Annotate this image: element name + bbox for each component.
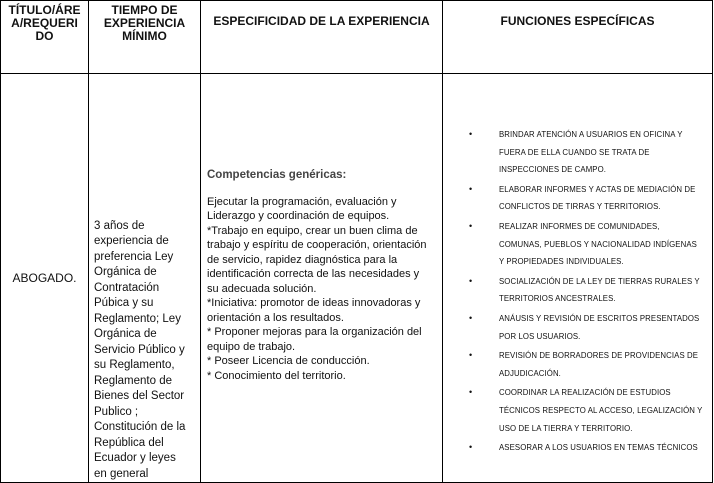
tiempo-line: Reglamento; Ley (94, 312, 181, 325)
especificidad-line: * Proponer mejoras para la organización del (207, 326, 422, 338)
especificidad-line: Liderazgo y coordinación de equipos. (207, 210, 390, 222)
especificidad-line: equipo de trabajo. (207, 340, 296, 353)
funcion-line: REALIZAR INFORMES DE COMUNIDADES, (499, 221, 660, 231)
cell-tiempo (89, 74, 201, 483)
header-titulo-line: TÍTULO/ÁRE (8, 3, 81, 17)
header-tiempo-line: EXPERIENCIA (103, 16, 186, 30)
funcion-line: SOCIALIZACIÓN DE LA LEY DE TIERRAS RURALES Y (499, 276, 700, 286)
funcion-line: CONFLICTOS DE TIRRAS Y TERRITORIOS. (499, 202, 661, 212)
especificidad-line: * Poseer Licencia de conducción. (207, 355, 370, 367)
header-titulo (1, 1, 89, 74)
especificidad-line: *Iniciativa: promotor de ideas innovadoras y (207, 297, 421, 309)
tiempo-line: Orgánica de (94, 266, 157, 278)
especificidad-line: de servicio, rapidez diagnóstica para la (207, 253, 398, 266)
tiempo-line: Servicio Público y (94, 343, 185, 356)
bullet-icon: • (469, 183, 473, 194)
bullet-icon: • (469, 442, 473, 453)
list-item (443, 347, 712, 382)
funcion-line: TERRITORIOS ANCESTRALES. (499, 294, 616, 304)
tiempo-line: en general (94, 467, 149, 480)
funcion-line: USO DE LA TIERRA Y TERRITORIO. (499, 423, 633, 433)
funcion-line: Y PROPIEDADES INDIVIDUALES. (499, 257, 624, 267)
tiempo-line: Bienes del Sector (94, 390, 185, 402)
funcion-line: COMUNAS, PUEBLOS Y NACIONALIDAD INDÍGENAS (499, 239, 697, 249)
list-item (443, 310, 712, 345)
especificidad-line: Ejecutar la programación, evaluación y (207, 195, 397, 208)
cell-especificidad (201, 74, 443, 483)
especificidad-line: identificación correcta de las necesidades y (207, 268, 420, 280)
funcion-line: BRINDAR ATENCIÓN A USUARIOS EN OFICINA Y (499, 130, 683, 139)
especificidad-line: *Trabajo en equipo, crear un buen clima de (207, 224, 418, 237)
tiempo-line: Reglamento de (94, 374, 172, 387)
funciones-list (443, 126, 712, 457)
funcion-line: ELABORAR INFORMES Y ACTAS DE MEDIACIÓN DE (499, 184, 696, 194)
header-titulo-line: A/REQUERI (11, 16, 78, 30)
tiempo-line: Constitución de la (94, 421, 186, 433)
especificidad-line: trabajo y espíritu de cooperación, orientación (207, 239, 427, 251)
cell-titulo: ABOGADO. (1, 74, 89, 483)
header-tiempo-line: TIEMPO DE (111, 3, 178, 17)
list-item (443, 384, 712, 437)
funcion-line: ANÁUSIS Y REVISIÓN DE ESCRITOS PRESENTADOS (499, 313, 700, 323)
tiempo-line: Ecuador y leyes (94, 452, 176, 464)
bullet-icon: • (469, 387, 473, 398)
header-row (1, 1, 713, 74)
especificidad-line: orientación a los resultados. (207, 311, 344, 324)
cell-funciones (443, 74, 713, 483)
tiempo-line: 3 años de (94, 219, 145, 232)
funcion-line: COORDINAR LA REALIZACIÓN DE ESTUDIOS (499, 388, 671, 398)
bullet-icon: • (469, 129, 473, 139)
funcion-line: FUERA DE ELLA CUANDO SE TRATA DE (499, 147, 650, 157)
list-item (443, 439, 712, 457)
table-row (1, 74, 713, 483)
funcion-line: INSPECCIONES DE CAMPO. (499, 165, 607, 175)
tiempo-line: Orgánica de (94, 328, 157, 340)
tiempo-line: su Reglamento, (94, 359, 175, 371)
header-funciones: FUNCIONES ESPECÍFICAS (443, 1, 713, 74)
bullet-icon: • (469, 350, 473, 361)
bullet-icon: • (469, 220, 473, 231)
funcion-line: POR LOS USUARIOS. (499, 331, 581, 341)
funcion-line: REVISIÓN DE BORRADORES DE PROVIDENCIAS DE (499, 351, 699, 361)
tiempo-line: preferencia Ley (94, 250, 174, 263)
tiempo-line: Publico ; (94, 405, 139, 418)
funcion-line: ASESORAR A LOS USUARIOS EN TEMAS TÉCNICOS (499, 443, 698, 453)
tiempo-line: Contratación (94, 281, 160, 294)
especificidad-text (207, 195, 436, 384)
bullet-icon: • (469, 312, 473, 323)
list-item (443, 273, 712, 308)
tiempo-text (94, 219, 194, 483)
header-tiempo-line: MÍNIMO (122, 29, 167, 43)
list-item (443, 126, 712, 179)
tiempo-line: República del (94, 436, 164, 449)
especificidad-line: * Conocimiento del territorio. (207, 369, 346, 382)
list-item (443, 181, 712, 216)
header-tiempo (89, 1, 201, 74)
header-titulo-line: DO (35, 29, 54, 43)
bullet-icon: • (469, 275, 473, 286)
header-especificidad: ESPECIFICIDAD DE LA EXPERIENCIA (201, 1, 443, 74)
competencias-title: Competencias genéricas: (207, 169, 347, 181)
funcion-line: ADJUDICACIÓN. (499, 368, 561, 378)
tiempo-line: Púbica y su (94, 297, 154, 309)
tiempo-line: experiencia de (94, 235, 169, 247)
list-item (443, 218, 712, 271)
funcion-line: TÉCNICOS RESPECTO AL ACCESO, LEGALIZACIÓN Y (499, 405, 703, 415)
especificidad-line: su adecuada solución. (207, 282, 317, 295)
